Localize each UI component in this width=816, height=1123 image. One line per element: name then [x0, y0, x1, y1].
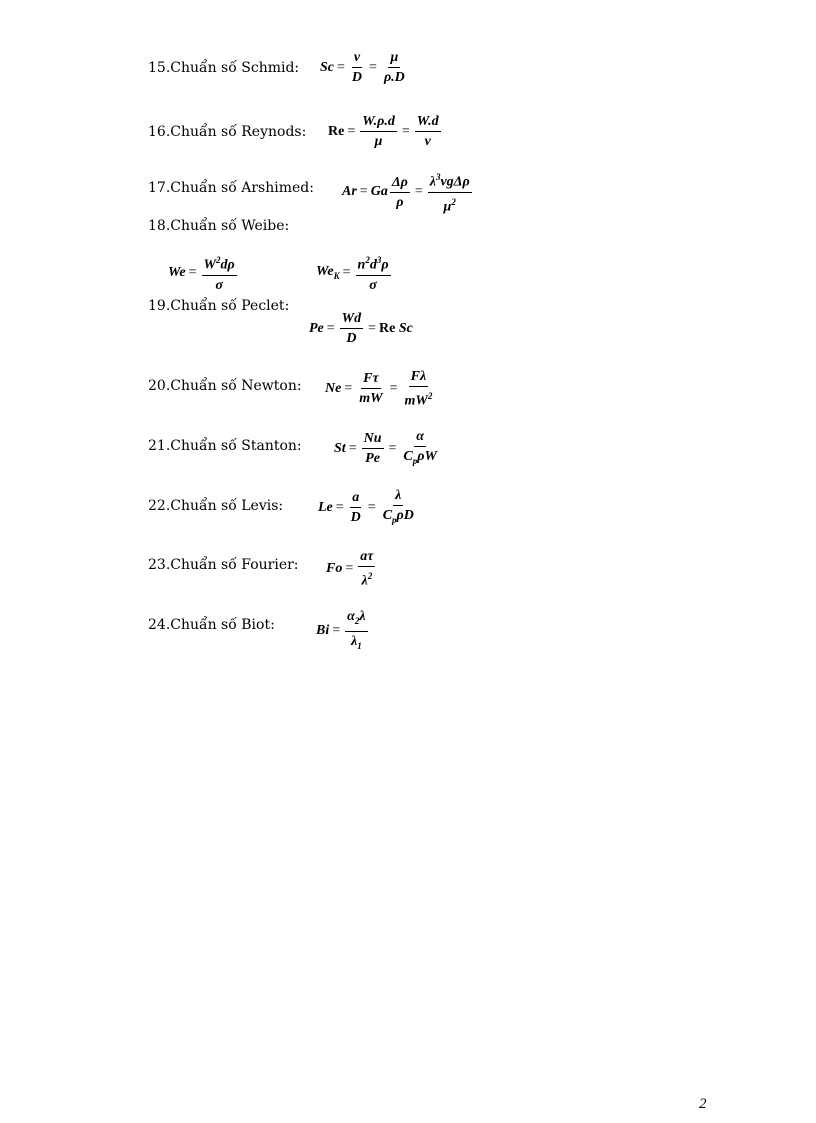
newton-formula: Ne = $\frac{F\tau}{mW}$ = $\frac{F\lambda}{mW^2}$ — [325, 369, 433, 409]
criterion-20-label: 20.Chuẩn số Newton: — [148, 378, 302, 394]
page-number: 2 — [699, 1096, 707, 1112]
arshimed-formula: Ar = Ga $\frac{\Delta\rho}{\rho}$ = $\frac{\lambda^3\nu g\Delta\rho}{\mu^2}$ — [342, 172, 470, 215]
criterion-16-label: 16.Chuẩn số Reynods: — [148, 124, 307, 140]
fourier-formula: Fo = $\frac{a\tau}{\lambda^2}$ — [326, 549, 374, 589]
criterion-24-label: 24.Chuẩn số Biot: — [148, 617, 275, 633]
criterion-22-label: 22.Chuẩn số Levis: — [148, 498, 284, 514]
criterion-21-label: 21.Chuẩn số Stanton: — [148, 438, 302, 454]
weibe-k-formula: $We_K$ = $\frac{n^2d^3\rho}{\sigma}$ — [316, 255, 389, 293]
schmid-formula: Sc = $\frac{\nu}{D}$ = $\frac{\mu}{\rho.D}$ — [320, 50, 405, 85]
peclet-formula: Pe = $\frac{Wd}{D}$ = Re Sc — [309, 311, 413, 346]
biot-formula: Bi = $\frac{\alpha_2\lambda}{\lambda_1}$ — [316, 609, 366, 651]
criterion-19-label: 19.Chuẩn số Peclet: — [148, 298, 290, 314]
criterion-17-label: 17.Chuẩn số Arshimed: — [148, 180, 314, 196]
criterion-23-label: 23.Chuẩn số Fourier: — [148, 557, 299, 573]
criterion-15-label: 15.Chuẩn số Schmid: — [148, 60, 300, 76]
stanton-formula: St = $\frac{Nu}{Pe}$ = $\frac{\alpha}{C_p\rho W}$ — [334, 429, 437, 467]
criterion-18-label: 18.Chuẩn số Weibe: — [148, 218, 290, 234]
weibe-formula: We = $\frac{W^2d\rho}{\sigma}$ — [168, 255, 235, 293]
reynolds-formula: Re = $\frac{W.\rho.d}{\mu}$ = $\frac{W.d}{\nu}$ — [328, 114, 439, 149]
levis-formula: Le = $\frac{a}{D}$ = $\frac{\lambda}{C_p\rho D}$ — [318, 488, 414, 526]
